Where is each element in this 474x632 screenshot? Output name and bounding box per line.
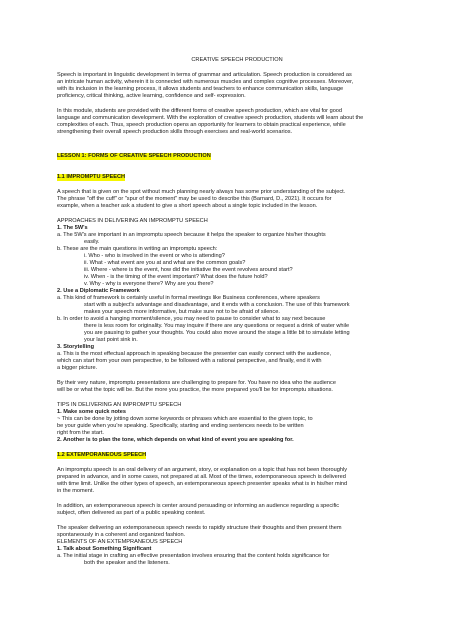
question-item: i. Who - who is involved in the event or who is attending?: [84, 253, 225, 259]
diplomatic-line: b. In order to avoid a hanging moment/silence, you may need to pause to consider what to say next because: [57, 316, 326, 322]
question-item: ii. What - what event are you at and what are the common goals?: [84, 260, 246, 266]
tip1-line: be your guide when you're speaking. Specifically, starting and ending sentences needs to be written: [57, 423, 304, 429]
module-line: strengthening their overall speech production skills through exercises and real-world scenarios.: [57, 129, 293, 135]
lesson-heading: LESSON 1: FORMS OF CREATIVE SPEECH PRODUCTION: [57, 153, 211, 159]
extemporaneous-definition-line: in the moment.: [57, 488, 94, 494]
tips-heading: TIPS IN DELIVERING AN IMPROMPTU SPEECH: [57, 402, 182, 408]
diplomatic-line: makes your speech more informative, but make sure not to be afraid of silence.: [84, 309, 280, 315]
storytelling-line: a. This is the most effectual approach in speaking because the presenter can easily connect with the audience,: [57, 351, 332, 357]
intro-line: Speech is important in linguistic development in terms of grammar and articulation. Speech production is considered as: [57, 72, 352, 78]
impromptu-definition-line: A speech that is given on the spot without much planning nearly always has some prior understanding of the subject.: [57, 189, 346, 195]
extemporaneous-definition-line: prepared in advance, and in some cases, not prepared at all. Most of the times, extemporaneous speech is delivered: [57, 474, 346, 480]
question-item: iii. Where - where is the event, how did the initiative the event revolves around start?: [84, 267, 293, 273]
intro-line: proficiency, critical thinking, active learning, confidence and self- expression.: [57, 93, 246, 99]
approaches-heading: APPROACHES IN DELIVERING AN IMPROMPTU SPEECH: [57, 218, 208, 224]
extemporaneous-definition-line: with time limit. Unlike the other types of speech, an extemporaneous speech presenter speaks what is in his/her mind: [57, 481, 348, 487]
module-line: In this module, students are provided with the different forms of creative speech production, which are vital for good: [57, 108, 343, 114]
intro-line: an intricate human activity, wherein it is connected with numerous muscles and complex cognitive processes. Moreover,: [57, 79, 354, 85]
element1-line: a. The initial stage in crafting an effective presentation involves ensuring that the content holds significance for: [57, 553, 330, 559]
nature-line: By their very nature, impromptu presentations are challenging to prepare for. You have no idea who the audience: [57, 380, 336, 386]
diplomatic-line: a. This kind of framework is certainly useful in formal meetings like Business conferences, where speakers: [57, 295, 320, 301]
module-line: language and communication development. With the exploration of creative speech production, students will learn about the: [57, 115, 364, 121]
tip1-heading: 1. Make some quick notes: [57, 409, 127, 415]
addition-line: subject, often delivered as part of a public speaking contest.: [57, 510, 206, 516]
extemporaneous-heading: 1.2 EXTEMPORANEOUS SPEECH: [57, 452, 147, 458]
question-item: v. Why - why is everyone there? Why are you there?: [84, 281, 214, 287]
elements-heading: ELEMENTS OF AN EXTEMPRANEOUS SPEECH: [57, 539, 183, 545]
diplomatic-line: there is less room for originality. You may inquire if there are any questions or request a drink of water while: [84, 323, 350, 329]
impromptu-definition-line: example, when a teacher ask a student to give a short speech about a single topic included in the lesson.: [57, 203, 318, 209]
nature-line: will be or what the topic will be. But the more you practice, the more prepared you'll be for impromptu situations.: [57, 387, 333, 393]
fivew-point: a. The 5W's are important in an impromptu speech because it helps the speaker to organize his/her thoughts: [57, 232, 326, 238]
storytelling-heading: 3. Storytelling: [57, 344, 94, 350]
tip2-line: 2. Another is to plan the tone, which depends on what kind of event you are speaking for.: [57, 437, 294, 443]
fivew-point: b. These are the main questions in writing an impromptu speech:: [57, 246, 218, 252]
intro-line: with its inclusion in the learning process, it allows students and teachers to enhance communication skills, language: [57, 86, 344, 92]
module-line: complexities of each. Thus, speech production opens an opportunity for learners to obtain practical experience, while: [57, 122, 346, 128]
diplomatic-line: your last point sink in.: [84, 337, 138, 343]
storytelling-line: which can start from your own perspective, to be followed with a rational perspective, and finally, end it with: [57, 358, 322, 364]
question-item: iv. When - is the timing of the event important? What does the future hold?: [84, 274, 268, 280]
extemporaneous-definition-line: An impromptu speech is an oral delivery of an argument, story, or explanation on a topic that has not been thoroughly: [57, 467, 348, 473]
element1-heading: 1. Talk about Something Significant: [57, 546, 152, 552]
speaker-line: The speaker delivering an extemporaneous speech needs to rapidly structure their thoughts and then present them: [57, 525, 342, 531]
fivew-point: easily.: [84, 239, 100, 245]
tip1-line: right from the start.: [57, 430, 104, 436]
document-title: CREATIVE SPEECH PRODUCTION: [191, 57, 283, 63]
tip1-line: ~ This can be done by jotting down some keywords or phrases which are essential to the given topic, to: [57, 416, 313, 422]
diplomatic-line: you are pausing to gather your thoughts. You could also move around the stage a little bit to simulate letting: [84, 330, 350, 336]
addition-line: In addition, an extemporaneous speech is center around persuading or informing an audience regarding a specific: [57, 503, 340, 509]
storytelling-line: a bigger picture.: [57, 365, 98, 371]
element1-line: both the speaker and the listeners.: [84, 560, 170, 566]
impromptu-definition-line: The phrase "off the cuff" or "spur of the moment" may be used to describe this (Barnard, D., 2021). It occurs for: [57, 196, 332, 202]
diplomatic-line: start with a subject's advantage and disadvantage, and it ends with a conclusion. The use of this framework: [84, 302, 350, 308]
speaker-line: spontaneously in a coherent and organized fashion.: [57, 532, 186, 538]
fivew-heading: 1. The 5W's: [57, 225, 88, 231]
diplomatic-heading: 2. Use a Diplomatic Framework: [57, 288, 140, 294]
impromptu-heading: 1.1 IMPROMPTU SPEECH: [57, 174, 126, 180]
